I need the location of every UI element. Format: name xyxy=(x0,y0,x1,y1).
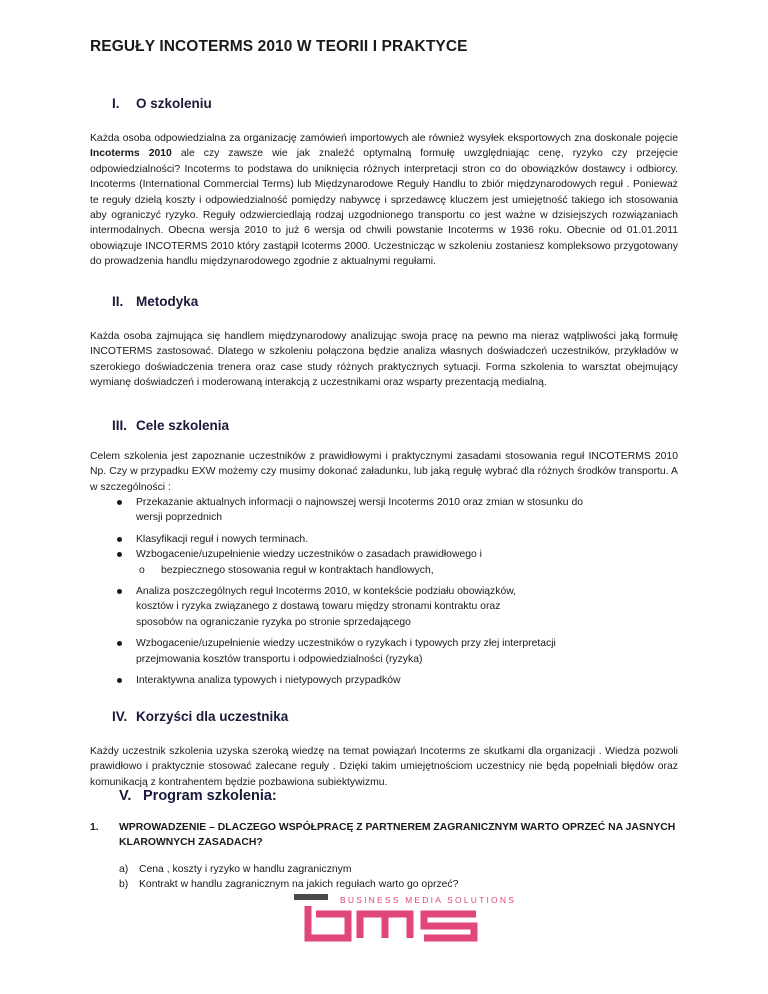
section-title: Metodyka xyxy=(136,294,199,309)
program-item-number: 1. xyxy=(90,822,99,833)
list-item-text: wersji poprzednich xyxy=(136,512,223,524)
bullet-icon xyxy=(117,678,122,683)
list-item-text: Wzbogacenie/uzupełnienie wiedzy uczestników o ryzykach i typowych przy złej interpretacji xyxy=(136,638,556,650)
section-title: O szkoleniu xyxy=(136,96,212,111)
bullet-icon xyxy=(117,641,122,646)
list-item xyxy=(90,547,690,578)
section-heading-about xyxy=(112,96,212,111)
list-item-text: Interaktywna analiza typowych i nietypowych przypadków xyxy=(136,675,401,687)
list-item xyxy=(90,673,690,688)
list-item-text: przejmowania kosztów transportu i odpowiedzialności (ryzyka) xyxy=(136,653,423,665)
list-marker: a) xyxy=(119,864,129,875)
section-title: Cele szkolenia xyxy=(136,418,230,433)
list-item xyxy=(90,862,690,877)
section-title: Program szkolenia: xyxy=(143,788,277,804)
section-heading-program xyxy=(119,788,277,804)
goals-list xyxy=(90,495,690,688)
bullet-icon xyxy=(117,537,122,542)
list-item-text: sposobów na ograniczanie ryzyka po stronie sprzedającego xyxy=(136,616,411,628)
section-number: II. xyxy=(112,294,124,309)
section-heading-benefits xyxy=(112,709,288,724)
section-number: III. xyxy=(112,418,128,433)
bms-logo xyxy=(290,880,517,980)
section-heading-method xyxy=(112,294,198,309)
program-item-title: WPROWADZENIE – DLACZEGO WSPÓŁPRACĘ Z PARTNEREM ZAGRANICZNYM WARTO OPRZEĆ NA JASNYCH KLAROWNYCH ZASADACH? xyxy=(119,822,676,849)
logo-bar xyxy=(294,894,328,900)
benefits-paragraph: Każdy uczestnik szkolenia uzyska szeroką wiedzę na temat powiązań Incoterms ze skutkami dla organizacji . Wiedza pozwoli prawidłowo i praktycznie stosować zalecane reguły . Dzięki takim umiejętnościom uczestnicy nie będą popełniali błędów oraz komunikacją z kontrahentem będzie pozbawiona subiektywizmu. xyxy=(90,746,678,788)
list-item xyxy=(90,495,690,526)
list-marker: b) xyxy=(119,879,129,891)
list-item-text: Klasyfikacji reguł i nowych terminach. xyxy=(136,533,309,545)
section-heading-goals xyxy=(112,418,229,433)
bullet-icon xyxy=(117,500,122,505)
sub-list-item xyxy=(136,563,690,578)
about-text-1: Każda osoba odpowiedzialna za organizację zamówień importowych ale również wysyłek eksportowych zna doskonale pojęcie xyxy=(90,133,678,144)
program-item xyxy=(90,820,690,851)
section-number: IV. xyxy=(112,709,128,724)
list-item-text: Kontrakt w handlu zagranicznym na jakich regułach warto go oprzeć? xyxy=(139,879,459,891)
logo-letter-s xyxy=(424,914,476,938)
method-paragraph: Każda osoba zajmująca się handlem międzynarodowy analizując swoja pracę na pewno ma nieraz wątpliwości jaką formułę INCOTERMS zastosować. Dlatego w szkoleniu połączona będzie analiza własnych doświadczeń uczestników, przykładów w szerokiego doświadczenia trenera oraz case study różnych praktycznych sytuacji. Forma szkolenia to warsztat obejmujący wymianę doświadczeń i moderowaną interakcją z uczestnikami oraz wsparty prezentacją medialną. xyxy=(90,331,678,389)
section-title: Korzyści dla uczestnika xyxy=(136,709,289,724)
circle-bullet-icon: o xyxy=(139,564,145,576)
list-item xyxy=(90,636,690,667)
logo-letter-m xyxy=(360,914,410,938)
list-item-text: kosztów i ryzyka związanego z dostawą towaru między stronami kontraktu oraz xyxy=(136,601,501,613)
list-item xyxy=(90,584,690,630)
logo-letter-b xyxy=(308,906,348,938)
document-title: REGUŁY INCOTERMS 2010 W TEORII I PRAKTYCE xyxy=(90,38,468,55)
bullet-icon xyxy=(117,589,122,594)
bullet-icon xyxy=(117,552,122,557)
list-item-text: Analiza poszczególnych reguł Incoterms 2010, w kontekście podziału obowiązków, xyxy=(136,586,517,598)
list-item-text: bezpiecznego stosowania reguł w kontraktach handlowych, xyxy=(161,564,434,576)
list-item-text: Wzbogacenie/uzupełnienie wiedzy uczestników o zasadach prawidłowego i xyxy=(136,549,482,561)
list-item-text: Cena , koszty i ryzyko w handlu zagranicznym xyxy=(139,864,352,875)
list-item xyxy=(90,532,690,547)
about-paragraph xyxy=(90,131,678,270)
list-item-text: Przekazanie aktualnych informacji o najnowszej wersji Incoterms 2010 oraz zmian w stosunku do xyxy=(136,497,584,508)
section-number: V. xyxy=(119,788,132,804)
about-text-2: ale czy zawsze wie jak znaleźć optymalną formułę uwzględniając cenę, ryzyko czy przejęcie odpowiedzialności? Incoterms to podstawa do uniknięcia różnych interpretacji stron co do obowiązków dostawcy i odbiorcy. Incoterms (International Commercial Terms) lub Międzynarodowe Reguły Handlu to zbiór międzynarodowych reguł . Ponieważ te reguły dzielą koszty i odpowiedzialność pomiędzy nabywcę i sprzedawcę kluczem jest umiejętność takiego ich stosowania aby ograniczyć ryzyko. Reguły odzwierciedlają rodzaj uzgodnionego transportu co jest ważne w dzisiejszych rozwiązaniach intermodalnych. Obecna wersja 2010 to już 6 wersja od chwili powstanie Incoterms w 1936 roku. Obecnie od 01.01.2011 obowiązuje INCOTERMS 2010 który zastąpił Icoterms 2000. Uczestnicząc w szkoleniu zostaniesz kompleksowo przygotowany do prowadzenia handlu międzynarodowego zgodnie z aktualnymi regułami. xyxy=(90,148,679,268)
logo-tagline: BUSINESS MEDIA SOLUTIONS xyxy=(340,895,517,905)
about-bold-term: Incoterms 2010 xyxy=(90,148,172,160)
section-number: I. xyxy=(112,96,120,111)
goals-intro: Celem szkolenia jest zapoznanie uczestników z prawidłowymi i praktycznymi zasadami stosowania reguł INCOTERMS 2010 Np. Czy w przypadku EXW możemy czy musimy dokonać załadunku, lub jaką regułę wybrać dla różnych środków transportu. A w szczególności : xyxy=(90,451,678,493)
